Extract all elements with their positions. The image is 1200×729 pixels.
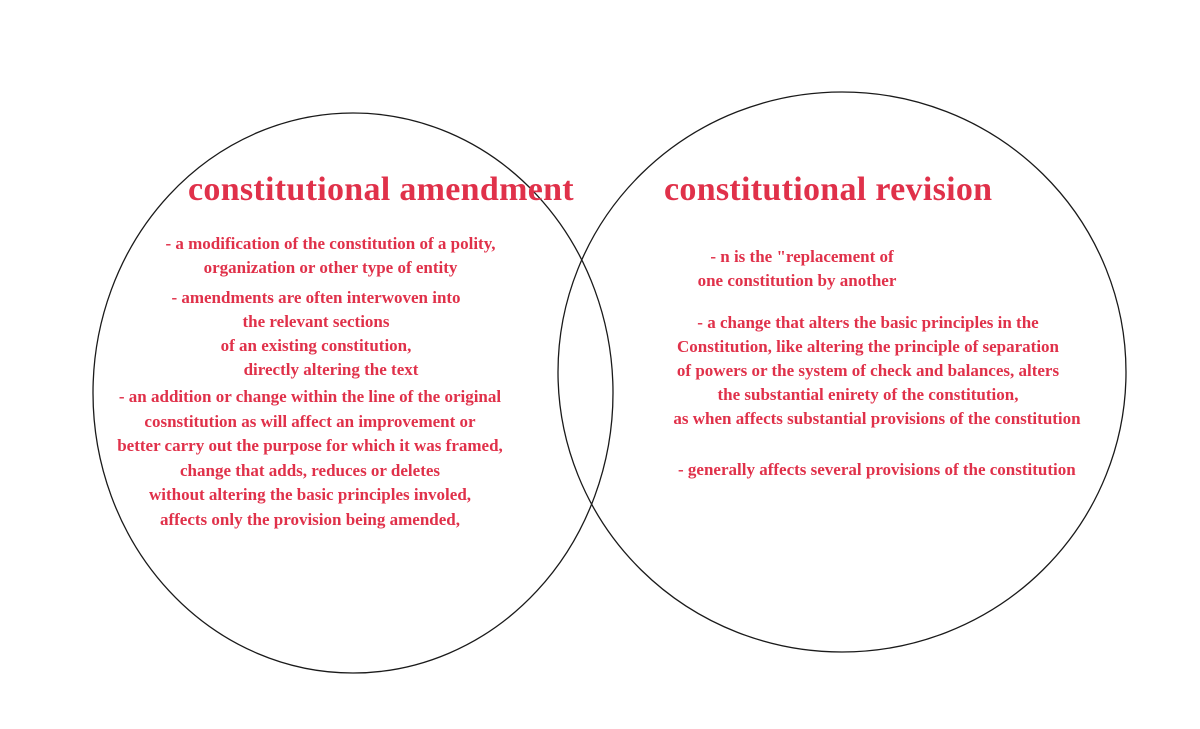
- left-point-2-line-4: directly altering the text: [243, 360, 419, 379]
- left-point-3: [114, 385, 506, 532]
- left-point-2-line-2: the relevant sections: [242, 312, 390, 331]
- left-point-1-line-1: - a modification of the constitution of a polity,: [165, 234, 496, 253]
- left-point-3-line-5: without altering the basic principles involed,: [148, 485, 472, 504]
- right-point-1-line-1: - n is the "replacement of: [710, 247, 894, 266]
- right-point-3-line-1: - generally affects several provisions of the constitution: [678, 460, 1076, 479]
- right-point-2-line-5: as when affects substantial provisions of the constitution: [673, 409, 1081, 428]
- right-point-1-line-2: one constitution by another: [697, 271, 897, 290]
- left-point-3-line-2: cosnstitution as will affect an improvement or: [144, 411, 476, 431]
- right-point-3: [678, 458, 1076, 482]
- right-point-1: [694, 245, 900, 293]
- left-point-1: [158, 232, 503, 280]
- right-point-2-line-3: of powers or the system of check and balances, alters: [676, 361, 1060, 380]
- left-point-1-line-2: organization or other type of entity: [203, 258, 458, 277]
- left-point-2-line-1: - amendments are often interwoven into: [171, 288, 461, 307]
- right-point-2-line-4: the substantial enirety of the constitution,: [717, 385, 1019, 404]
- right-title: constitutional revision: [664, 171, 993, 208]
- left-point-3-line-4: change that adds, reduces or deletes: [179, 460, 441, 480]
- left-point-3-line-3: better carry out the purpose for which it was framed,: [117, 436, 503, 455]
- left-point-3-line-6: affects only the provision being amended,: [159, 509, 461, 529]
- right-point-2-line-2: Constitution, like altering the principle of separation: [676, 337, 1060, 356]
- right-point-2: [672, 311, 1082, 431]
- left-point-2: [158, 286, 474, 382]
- left-point-3-line-1: - an addition or change within the line of the original: [118, 387, 502, 406]
- right-point-2-line-1: - a change that alters the basic principles in the: [697, 313, 1039, 332]
- left-title: constitutional amendment: [188, 171, 574, 208]
- left-point-2-line-3: of an existing constitution,: [220, 336, 412, 355]
